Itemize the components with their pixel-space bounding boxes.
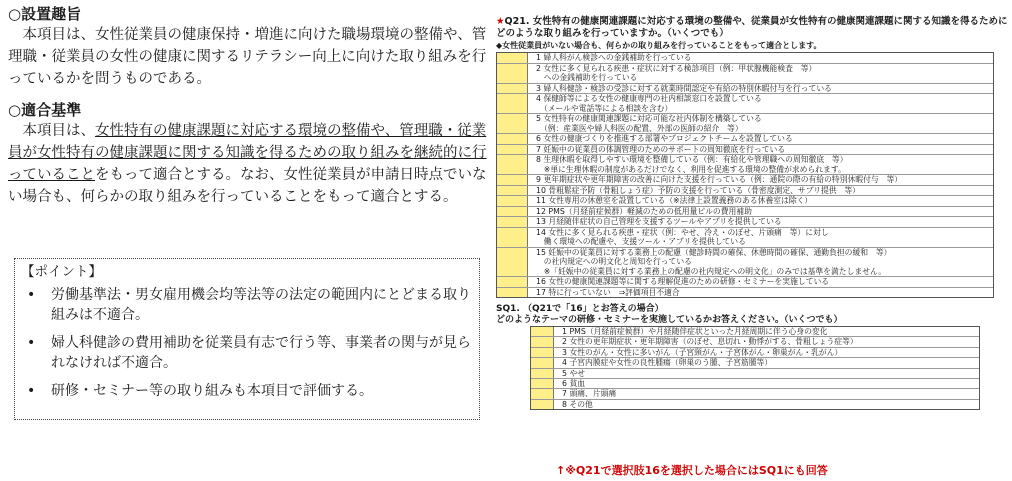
answer-checkbox[interactable]	[497, 114, 528, 133]
purpose-text: 本項目は、女性従業員の健康保持・増進に向けた職場環境の整備や、管理職・従業員の女性の健康に関するリテラシー向上に向けた取り組みを行っているかを問うものである。	[8, 27, 487, 87]
q21-option-text	[528, 217, 785, 227]
q21-option-row	[497, 84, 993, 95]
q21-option-row	[497, 207, 993, 218]
bullet: •	[27, 383, 36, 399]
q21-option-text	[528, 228, 832, 247]
sq1-option-row	[531, 337, 979, 347]
criteria-heading: ○適合基準	[8, 101, 82, 119]
q21-option-line: （メールや電話等による相談を含む）	[536, 103, 673, 113]
answer-checkbox[interactable]	[531, 337, 554, 346]
q21-option-row	[497, 175, 993, 186]
bullet: •	[27, 287, 36, 303]
sq1-option-text: 7 頭痛、片頭痛	[562, 389, 617, 399]
q21-option-line: 13 月経随伴症状の自己管理を支援するツールやアプリを提供している	[536, 217, 782, 226]
q21-option-line: への金銭補助を行っている	[536, 73, 638, 82]
points-list	[15, 285, 479, 401]
purpose-heading: ○設置趣旨	[8, 5, 82, 23]
q21-title-text: Q21. 女性特有の健康関連課題に対応する環境の整備や、従業員が女性特有の健康関連課題に関する知識を得るためにどのような取り組みを行っていますか。（いくつでも）	[496, 16, 1008, 39]
q21-options-table	[496, 52, 994, 298]
answer-checkbox[interactable]	[531, 358, 554, 367]
criteria-text-underlined: 女性特有の健康課題に対応する環境の整備や、管理職・従業員が女性特有の健康課題に関する知識を得るための取り組みを継続的に行っていること	[8, 123, 487, 183]
q21-option-line: 4 保健師等による女性の健康専門の社内相談窓口を設置している	[536, 94, 762, 103]
q21-option-line: 6 女性の健康づくりを推進する部署やプロジェクトチームを設置している	[536, 134, 793, 143]
q21-option-text	[528, 186, 863, 196]
sq1-options-table	[530, 326, 980, 410]
points-box	[14, 258, 480, 420]
q21-option-line: 8 生理休暇を取得しやすい環境を整備している（例：有給化や管理職への周知徹底 等）	[536, 155, 848, 164]
q21-option-line: 7 妊娠中の従業員の体調管理のためのサポートの周知徹底を行っている	[536, 144, 786, 154]
point-text: 労働基準法・男女雇用機会均等法等の法定の範囲内にとどまる取り組みは不適合。	[51, 287, 471, 323]
q21-option-line: 11 女性専用の休憩室を設置している（※法律上設置義務のある休養室は除く）	[536, 196, 813, 205]
q21-option-line: の社内規定への明文化と周知を行っている	[536, 257, 692, 266]
points-title: 【ポイント】	[21, 264, 102, 280]
q21-option-text	[528, 288, 683, 298]
q21-option-line: 17 特に行っていない ⇒評価項目不適合	[536, 287, 680, 297]
q21-option-row	[497, 64, 993, 84]
answer-checkbox[interactable]	[497, 53, 528, 63]
point-item	[15, 333, 479, 373]
criteria-text	[8, 120, 488, 208]
answer-checkbox[interactable]	[531, 348, 554, 357]
q21-option-line: 1 婦人科がん検診への金銭補助を行っている	[536, 53, 692, 62]
q21-option-text	[528, 53, 695, 63]
sq1-option-text: 8 その他	[562, 399, 593, 409]
footer-note: ↑※Q21で選択肢16を選択した場合にはSQ1にも回答	[556, 464, 828, 477]
q21-option-text	[528, 155, 851, 174]
q21-option-line: 2 女性に多く見られる疾患・症状に対する検診項目（例：甲状腺機能検査 等）	[536, 63, 817, 73]
sq1-option-row	[531, 379, 979, 389]
answer-checkbox[interactable]	[497, 145, 528, 155]
answer-checkbox[interactable]	[531, 369, 554, 378]
q21-option-row	[497, 288, 993, 298]
sq1-option-row	[531, 400, 979, 409]
answer-checkbox[interactable]	[531, 400, 554, 409]
point-text: 婦人科健診の費用補助を従業員有志で行う等、事業者の関与が見られなければ不適合。	[51, 335, 471, 371]
point-item	[15, 381, 479, 401]
sq1-option-text: 3 女性のがん・女性に多いがん（子宮頸がん・子宮体がん・卵巣がん・乳がん）	[562, 347, 843, 357]
sq1-option-text: 1 PMS（月経前症候群）や月経随伴症状といった月経周期に伴う心身の変化	[562, 327, 828, 336]
point-item	[15, 285, 479, 325]
answer-checkbox[interactable]	[497, 175, 528, 185]
q21-option-row	[497, 277, 993, 288]
answer-checkbox[interactable]	[497, 155, 528, 174]
q21-option-row	[497, 134, 993, 145]
q21-option-text	[528, 145, 788, 155]
q21-option-row	[497, 217, 993, 228]
answer-checkbox[interactable]	[531, 389, 554, 398]
sq1-title: SQ1. （Q21で「16」とお答えの場合）	[496, 304, 664, 314]
q21-note: ◆女性従業員がいない場合も、何らかの取り組みを行っていることをもって適合とします。	[496, 41, 822, 50]
q21-option-line: 9 更年期症状や更年期障害の改善に向けた支援を行っている（例：通院の際の有給の特別休暇付与 等）	[536, 175, 903, 184]
q21-option-line: ※「妊娠中の従業員に対する業務上の配慮の社内規定への明文化」のみでは基準を満たしません。	[536, 266, 887, 276]
q21-option-row	[497, 53, 993, 64]
sq1-option-text: 6 貧血	[562, 379, 586, 389]
answer-checkbox[interactable]	[497, 228, 528, 247]
answer-checkbox[interactable]	[497, 64, 528, 83]
answer-checkbox[interactable]	[497, 217, 528, 227]
q21-option-text	[528, 277, 832, 287]
q21-option-line: ※単に生理休暇の制度があるだけでなく、利用を促進する環境の整備が求められます。	[536, 164, 846, 174]
point-text: 研修・セミナー等の取り組みも本項目で評価する。	[51, 383, 373, 399]
q21-option-text	[528, 175, 905, 185]
q21-option-text	[528, 64, 819, 83]
answer-checkbox[interactable]	[497, 196, 528, 206]
q21-option-text	[528, 134, 796, 144]
sq1-option-row	[531, 348, 979, 358]
sq1-option-row	[531, 358, 979, 368]
answer-checkbox[interactable]	[497, 207, 528, 217]
bullet: •	[27, 335, 36, 351]
q21-option-line: 10 骨粗鬆症予防（骨粗しょう症）予防の支援を行っている（骨密度測定、サプリ提供 等）	[536, 185, 860, 195]
q21-option-line: 15 妊娠中の従業員に対する業務上の配慮（健診時間の確保、休憩時間の確保、通勤負担の緩和 等）	[536, 247, 892, 257]
q21-option-line: 働く環境への配慮や、支援ツール・アプリを提供している	[536, 237, 746, 246]
sq1-option-row	[531, 369, 979, 379]
q21-option-row	[497, 114, 993, 134]
q21-option-row	[497, 248, 993, 278]
answer-checkbox[interactable]	[497, 134, 528, 144]
criteria-text-a: 本項目は、	[22, 123, 95, 139]
q21-option-line: 12 PMS（月経前症候群）軽減のための低用量ピルの費用補助	[536, 206, 752, 216]
answer-checkbox[interactable]	[497, 248, 528, 277]
q21-option-line: 5 女性特有の健康関連課題に対応可能な社内体制を構築している	[536, 114, 762, 123]
q21-option-line: （例：産業医や婦人科医の配置、外部の医師の紹介 等）	[536, 123, 743, 133]
sq1-subtitle: どのようなテーマの研修・セミナーを実施しているかお答えください。（いくつでも）	[496, 315, 843, 325]
sq1-option-text: 2 女性の更年期症状・更年期障害（のぼせ、息切れ・動悸がする、骨粗しょう症等）	[562, 337, 858, 347]
sq1-option-row	[531, 327, 979, 337]
q21-option-row	[497, 196, 993, 207]
star-mark: ★	[496, 16, 505, 27]
q21-option-row	[497, 155, 993, 175]
q21-option-row	[497, 94, 993, 114]
answer-checkbox[interactable]	[497, 84, 528, 94]
q21-option-text	[528, 248, 894, 277]
answer-checkbox[interactable]	[531, 327, 554, 336]
q21-option-text	[528, 207, 755, 217]
sq1-option-row	[531, 389, 979, 399]
answer-checkbox[interactable]	[497, 277, 528, 287]
q21-option-text	[528, 84, 835, 94]
answer-checkbox[interactable]	[531, 379, 554, 388]
q21-option-text	[528, 114, 765, 133]
sq1-option-text: 5 やせ	[562, 368, 586, 378]
q21-option-text	[528, 94, 765, 113]
answer-checkbox[interactable]	[497, 288, 528, 298]
answer-checkbox[interactable]	[497, 186, 528, 196]
q21-option-line: 14 女性に多く見られる疾患・症状（例：やせ、冷え・のぼせ、片頭痛 等）に対し	[536, 227, 829, 237]
q21-option-line: 16 女性の健康関連課題等に関する理解促進のための研修・セミナーを実施している	[536, 277, 830, 286]
q21-option-row	[497, 228, 993, 248]
q21-title	[496, 16, 1008, 40]
answer-checkbox[interactable]	[497, 94, 528, 113]
questionnaire-panel	[496, 16, 1008, 410]
q21-option-row	[497, 186, 993, 197]
q21-option-row	[497, 145, 993, 156]
criteria-text-b: をもって適合とする。なお、女性従業員が申請日時点でいない場合も、何らかの取り組みを行っていることをもって適合とする。	[8, 167, 487, 205]
q21-option-text	[528, 196, 815, 206]
q21-option-line: 3 婦人科健診・検診の受診に対する就業時間認定や有給の特別休暇付与を行っている	[536, 83, 832, 93]
explanation-panel	[8, 4, 488, 208]
sq1-option-text: 4 子宮内膜症や女性の良性腫瘍（卵巣のう腫、子宮筋腫等）	[562, 358, 773, 368]
